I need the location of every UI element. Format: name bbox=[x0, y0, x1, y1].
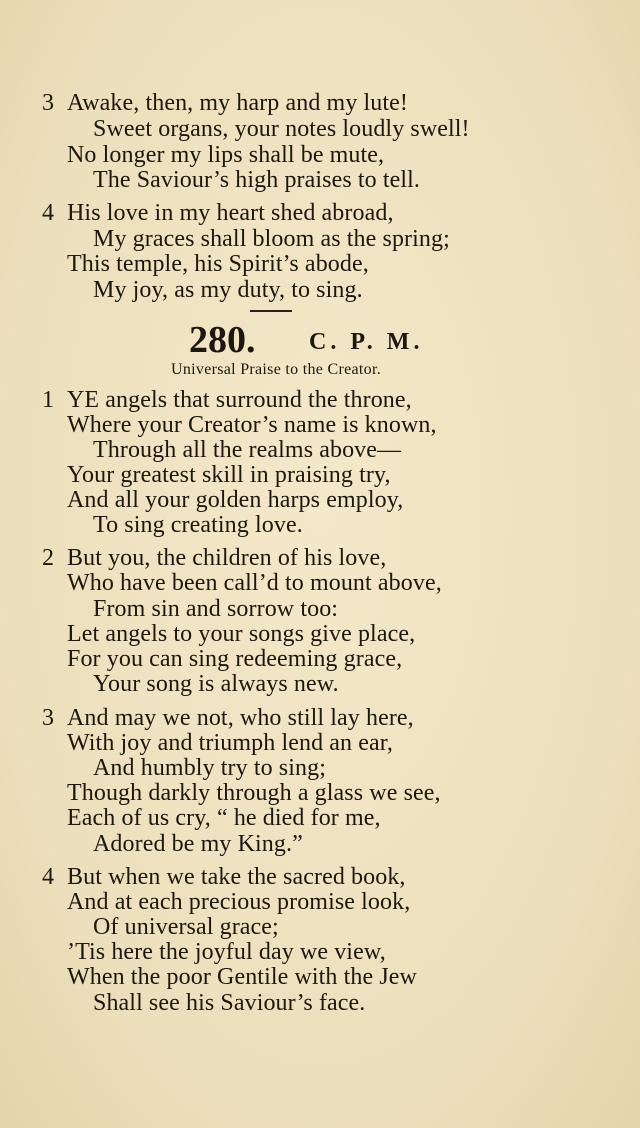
verse-line: Through all the realms above— bbox=[93, 437, 402, 463]
verse-line: And humbly try to sing; bbox=[93, 755, 326, 781]
stanza-number: 2 bbox=[42, 545, 54, 571]
verse-line: No longer my lips shall be mute, bbox=[67, 142, 385, 168]
verse-line: From sin and sorrow too: bbox=[93, 596, 339, 622]
verse-line: My graces shall bloom as the spring; bbox=[93, 226, 450, 252]
verse-line: Sweet organs, your notes loudly swell! bbox=[93, 116, 470, 142]
verse-line: His love in my heart shed abroad, bbox=[67, 200, 394, 226]
verse-line: When the poor Gentile with the Jew bbox=[67, 964, 417, 990]
verse-line: To sing creating love. bbox=[93, 512, 303, 538]
verse-line: And may we not, who still lay here, bbox=[67, 705, 414, 731]
verse-line: Where your Creator’s name is known, bbox=[67, 412, 437, 438]
verse-line: Each of us cry, “ he died for me, bbox=[67, 805, 381, 831]
section-rule bbox=[250, 310, 292, 312]
hymn-title: Universal Praise to the Creator. bbox=[171, 361, 381, 378]
stanza-number: 3 bbox=[42, 90, 54, 116]
verse-line: For you can sing redeeming grace, bbox=[67, 646, 403, 672]
stanza-number: 4 bbox=[42, 200, 54, 226]
verse-line: Awake, then, my harp and my lute! bbox=[67, 90, 408, 116]
verse-line: And all your golden harps employ, bbox=[67, 487, 404, 513]
hymn-meter: C. P. M. bbox=[309, 329, 424, 355]
stanza-number: 3 bbox=[42, 705, 54, 731]
verse-line: This temple, his Spirit’s abode, bbox=[67, 251, 369, 277]
verse-line: With joy and triumph lend an ear, bbox=[67, 730, 393, 756]
verse-line: Shall see his Saviour’s face. bbox=[93, 990, 366, 1016]
verse-line: But you, the children of his love, bbox=[67, 545, 387, 571]
verse-line: Your song is always new. bbox=[93, 671, 339, 697]
verse-line: Though darkly through a glass we see, bbox=[67, 780, 441, 806]
verse-line: But when we take the sacred book, bbox=[67, 864, 406, 890]
verse-line: Your greatest skill in praising try, bbox=[67, 462, 391, 488]
stanza-number: 1 bbox=[42, 387, 54, 413]
verse-line: Let angels to your songs give place, bbox=[67, 621, 416, 647]
verse-line: Adored be my King.” bbox=[93, 831, 303, 857]
verse-line: The Saviour’s high praises to tell. bbox=[93, 167, 421, 193]
verse-line: Who have been call’d to mount above, bbox=[67, 570, 442, 596]
verse-line: ’Tis here the joyful day we view, bbox=[67, 939, 386, 965]
verse-line: Of universal grace; bbox=[93, 914, 279, 940]
hymn-number: 280. bbox=[189, 319, 256, 361]
verse-line: And at each precious promise look, bbox=[67, 889, 411, 915]
verse-line: My joy, as my duty, to sing. bbox=[93, 277, 363, 303]
stanza-number: 4 bbox=[42, 864, 54, 890]
verse-line: YE angels that surround the throne, bbox=[67, 387, 412, 413]
